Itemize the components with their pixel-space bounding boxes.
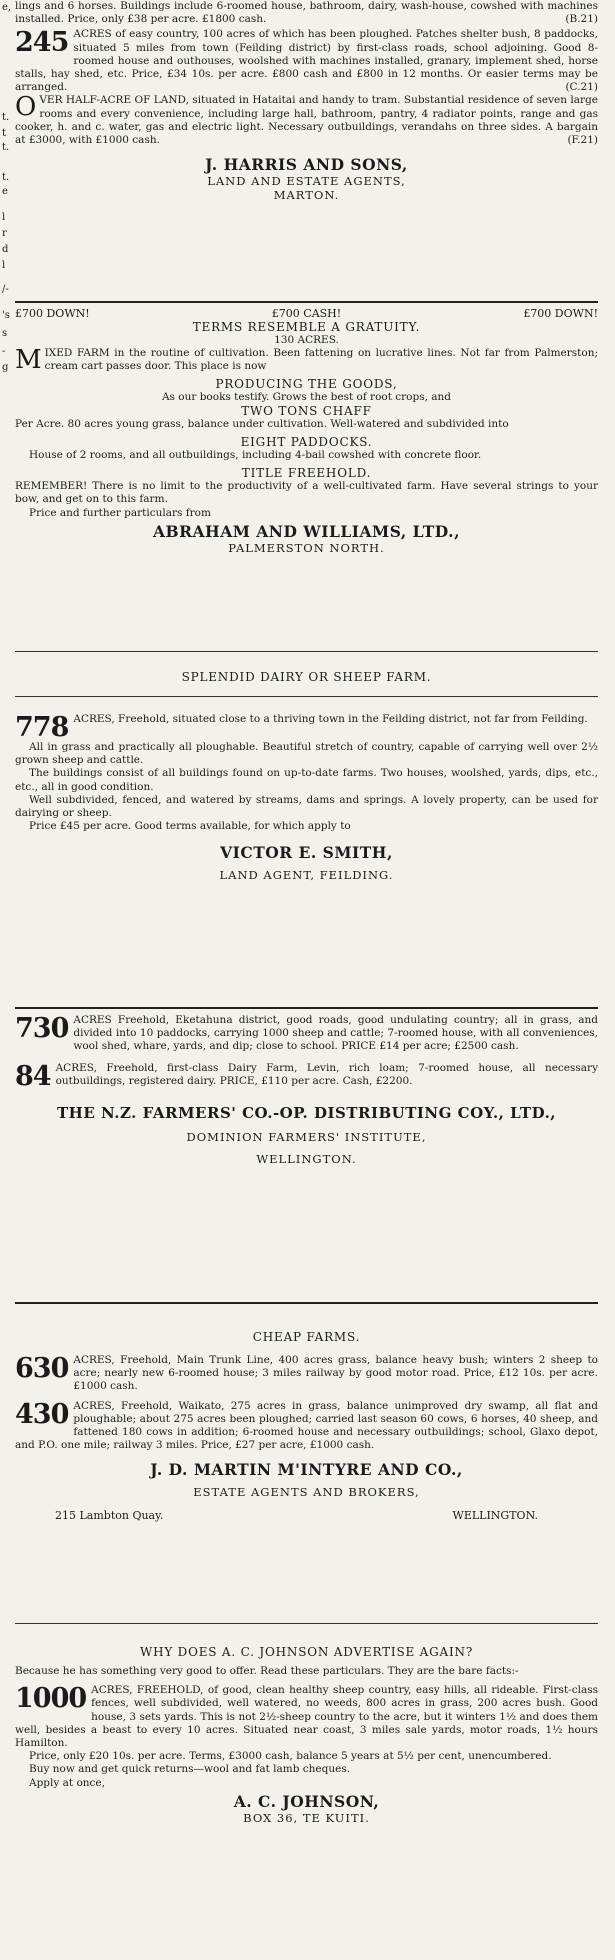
headline: TWO TONS CHAFF (241, 403, 372, 418)
listing-body: Because he has something very good to offer. Read these particulars. They are the bare facts:- (15, 1665, 519, 1677)
margin-letter: - (2, 346, 6, 357)
firm-name: THE N.Z. FARMERS' CO.-OP. DISTRIBUTING COY., LTD., (56, 1103, 557, 1122)
listing-line: As our books testify. Grows the best of root crops, and (161, 390, 452, 403)
firm-subtitle: LAND AND ESTATE AGENTS, (207, 174, 406, 189)
listing-body: VER HALF-ACRE OF LAND, situated in Hataitai and handy to tram. Substantial residence of seven large rooms and every convenience, including large hall, bathroom, pantry, 4 radiator points, range and gas cooker, h. and c. water, gas and electric light. Necessary outbuildings, verandahs on three sides. A bargain at £3000, with £1000 cash. (15, 94, 598, 147)
firm-name: A. C. JOHNSON, (233, 1791, 380, 1811)
listing-body: Well subdivided, fenced, and watered by streams, dams and springs. A lovely property, can be used for dairying or sheep. (15, 793, 598, 820)
listing-body: The buildings consist of all buildings found on up-to-date farms. Two houses, woolshed, yards, dips, etc., etc., all in good condition. (15, 767, 598, 793)
acreage-number: 778 (15, 712, 69, 743)
listing-text (15, 345, 598, 376)
address-row (55, 1509, 538, 1522)
margin-letter: /- (2, 284, 9, 295)
firm-location: MARTON. (273, 188, 340, 203)
listing-text (15, 28, 598, 94)
drop-cap: O (15, 92, 37, 123)
firm-location: PALMERSTON NORTH. (228, 540, 385, 555)
listing-body: Price, only £20 10s. per acre. Terms, £3000 cash, balance 5 years at 5½ per cent, unencumbered. (29, 1750, 552, 1763)
headline: TERMS RESEMBLE A GRATUITY. (192, 320, 421, 334)
listing-body: ACRES, Freehold, Main Trunk Line, 400 acres grass, balance heavy bush; winters 2 sheep to acre; nearly new 6-roomed house; 3 miles railway by good motor road. Price, £12 10s. per acre. £1000 cash. (73, 1354, 598, 1393)
banner-mid: £700 CASH! (271, 307, 342, 320)
listing-body: lings and 6 horses. Buildings include 6-roomed house, bathroom, dairy, wash-house, cowshed with machines installed. Price, only £38 per acre. £1800 cash. (15, 0, 598, 26)
divider-rule (15, 1302, 598, 1304)
listing-body: Price £45 per acre. Good terms available, for which apply to (29, 820, 351, 833)
firm-location: BOX 36, TE KUITI. (243, 1810, 370, 1825)
margin-letter: t. (2, 112, 10, 123)
listing-ref: (F.21) (567, 134, 598, 147)
left-margin-fragments (0, 0, 14, 1960)
advert-victor-smith (15, 670, 598, 882)
margin-letter: d (2, 244, 9, 255)
headline: SPLENDID DAIRY OR SHEEP FARM. (181, 670, 432, 684)
firm-name: VICTOR E. SMITH, (220, 843, 393, 863)
advert-abraham-williams (15, 307, 598, 555)
firm-name: ABRAHAM AND WILLIAMS, LTD., (153, 521, 460, 541)
headline: CHEAP FARMS. (252, 1330, 361, 1344)
advert-ac-johnson (15, 1645, 598, 1825)
listing-text (15, 1684, 598, 1750)
margin-letter: s (2, 328, 8, 339)
divider-rule (15, 1623, 598, 1624)
listing-ref: (C.21) (565, 81, 598, 94)
headline: PRODUCING THE GOODS, (215, 376, 398, 391)
margin-letter: t. (2, 172, 10, 183)
acreage-number: 245 (15, 27, 69, 59)
headline: EIGHT PADDOCKS. (240, 435, 373, 450)
listing-body: Apply at once, (29, 1776, 105, 1789)
listing-body: Per Acre. 80 acres young grass, balance under cultivation. Well-watered and subdivided into (15, 417, 509, 430)
listing-text (15, 1014, 598, 1054)
acreage-heading: 130 ACRES. (274, 334, 339, 346)
listing-body: ACRES, Freehold, first-class Dairy Farm, Levin, rich loam; 7-roomed house, all necessary outbuildings, registered dairy. PRICE, £110 per acre. Cash, £2200. (55, 1061, 598, 1087)
firm-location: WELLINGTON. (452, 1509, 538, 1523)
margin-letter: 's (2, 310, 10, 321)
listing-body: ACRES, Freehold, situated close to a thriving town in the Feilding district, not far from Feilding. (73, 713, 588, 725)
listing-text (15, 94, 598, 147)
listing-body: Price and further particulars from (29, 506, 211, 519)
firm-location: LAND AGENT, FEILDING. (219, 868, 394, 883)
listing-body: IXED FARM in the routine of cultivation. Been fattening on lucrative lines. Not far from Palmerston; cream cart passes door. This place is now (44, 347, 598, 373)
divider-rule (15, 696, 598, 697)
firm-subtitle: DOMINION FARMERS' INSTITUTE, (186, 1129, 427, 1144)
listing-body: ACRES, FREEHOLD, of good, clean healthy sheep country, easy hills, all rideable. First-class fences, well subdivided, well watered, no weeds, 800 acres in grass, 200 acres bush. Good house, 3 sets yards. This is not 2½-sheep country to the acre, but it winters 1½ and does them well, besides a beast to every 10 acres. Situated near coast, 3 miles sale yards, motor roads, 1½ hours Hamilton. (15, 1684, 598, 1750)
divider-rule (15, 1007, 598, 1009)
listing-body: ACRES, Freehold, Waikato, 275 acres in grass, balance unimproved dry swamp, all flat and ploughable; about 275 acres been ploughed; carried last season 60 cows, 6 horses, 40 sheep, and fattened 180 cows in addition; 6-roomed house and necessary outbuildings; school, Glaxo depot, and P.O. one mile; railway 3 miles. Price, £27 per acre, £1000 cash. (15, 1399, 598, 1452)
margin-letter: l (2, 212, 6, 223)
listing-ref: (B.21) (565, 13, 598, 26)
banner-left: £700 DOWN! (15, 307, 90, 320)
divider-rule (15, 651, 598, 652)
divider-rule (15, 301, 598, 303)
margin-letter: e, (2, 2, 12, 13)
firm-name: J. HARRIS AND SONS, (205, 155, 408, 175)
advert-martin-mintyre (15, 1330, 598, 1522)
headline: WHY DOES A. C. JOHNSON ADVERTISE AGAIN? (139, 1645, 474, 1659)
acreage-number: 1000 (15, 1683, 87, 1715)
drop-cap: M (15, 345, 42, 376)
listing-body: House of 2 rooms, and all outbuildings, including 4-bail cowshed with concrete floor. (29, 449, 482, 462)
advert-harris (15, 0, 598, 202)
listing-body: ACRES Freehold, Eketahuna district, good roads, good undulating country; all in grass, and divided into 10 paddocks, carrying 1000 sheep and cattle; 7-roomed house, with all conveniences, wool shed, whare, yards, and dip; close to school. PRICE £14 per acre; £2500 cash. (73, 1014, 598, 1053)
firm-name: J. D. MARTIN M'INTYRE AND CO., (150, 1460, 463, 1480)
advert-nz-farmers (15, 1014, 598, 1166)
firm-address: 215 Lambton Quay. (55, 1509, 164, 1523)
acreage-number: 630 (15, 1353, 69, 1384)
acreage-number: 430 (15, 1398, 69, 1430)
margin-letter: r (2, 228, 7, 239)
margin-letter: t (2, 128, 7, 139)
margin-letter: g (2, 362, 9, 373)
listing-body: REMEMBER! There is no limit to the productivity of a well-cultivated farm. Have several strings to your bow, and get on to this farm. (15, 480, 598, 506)
listing-text (15, 1060, 598, 1092)
margin-letter: e (2, 186, 8, 197)
listing-body: All in grass and practically all ploughable. Beautiful stretch of country, capable of carrying well over 2½ grown sheep and cattle. (15, 741, 598, 767)
price-banner (15, 307, 598, 320)
headline: TITLE FREEHOLD. (241, 466, 372, 481)
firm-location: WELLINGTON. (256, 1151, 357, 1166)
acreage-number: 84 (15, 1060, 51, 1092)
banner-right: £700 DOWN! (523, 307, 598, 320)
listing-text (15, 712, 598, 743)
acreage-number: 730 (15, 1013, 69, 1044)
margin-letter: l (2, 260, 6, 271)
firm-subtitle: ESTATE AGENTS AND BROKERS, (193, 1485, 420, 1500)
listing-body: Buy now and get quick returns—wool and fat lamb cheques. (29, 1763, 351, 1776)
listing-text (15, 1400, 598, 1453)
listing-text (15, 0, 598, 26)
margin-letter: t. (2, 142, 10, 153)
listing-body: ACRES of easy country, 100 acres of which has been ploughed. Patches shelter bush, 8 paddocks, situated 5 miles from town (Feilding district) by first-class roads, school adjoining. Good 8-roomed house and outhouses, woolshed with machines installed, granary, implement shed, horse stalls, hay shed, etc. Price, £34 10s. per acre. £800 cash and £800 in 12 months. Or easier terms may be arranged. (15, 28, 598, 94)
listing-text (15, 1354, 598, 1394)
